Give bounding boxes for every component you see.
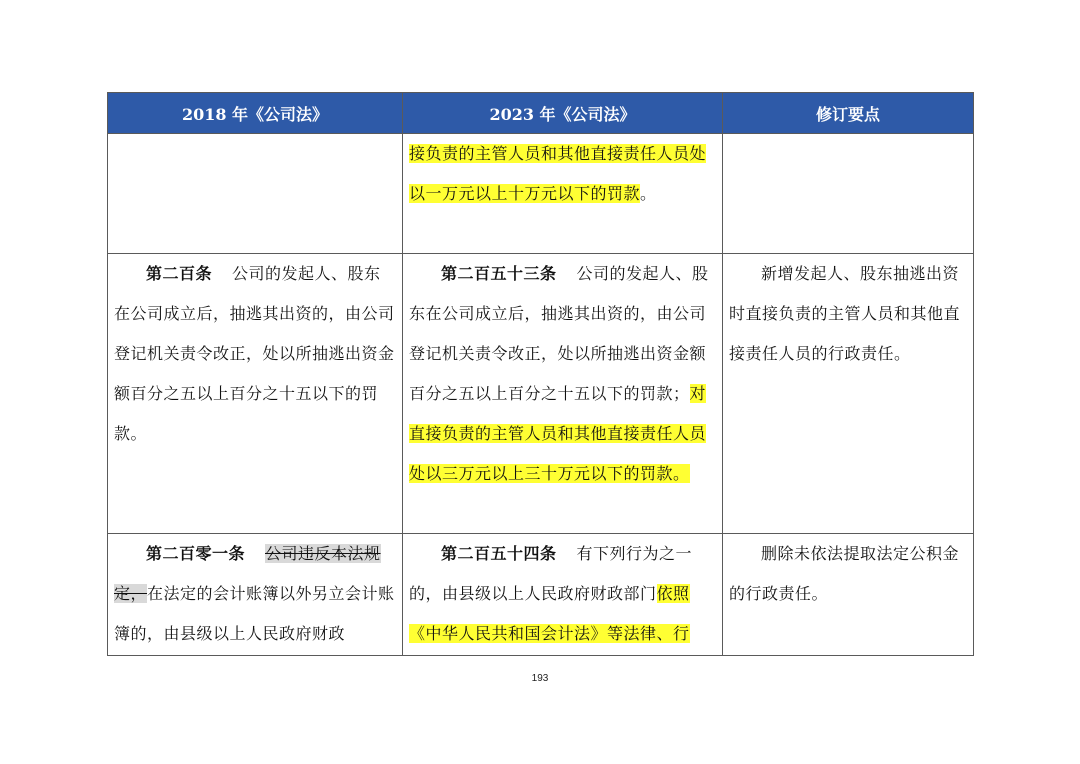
cell-2018	[108, 134, 403, 254]
table-row	[108, 534, 974, 656]
article-text: 在法定的会计账簿以外另立会计账簿的，由县级以上人民政府财政	[114, 584, 395, 643]
revision-text: 删除未依法提取法定公积金的行政责任。	[729, 544, 960, 603]
article-number: 第二百五十四条	[441, 544, 557, 563]
article-text: 公司的发起人、股东在公司成立后，抽逃其出资的，由公司登记机关责令改正，处以所抽逃出资金额百分之五以上百分之十五以下的罚款。	[114, 264, 395, 443]
cell-2023	[403, 534, 723, 656]
page-number: 193	[531, 673, 549, 684]
highlighted-text: 接负责的主管人员和其他直接责任人员处以一万元以上十万元以下的罚款	[409, 144, 707, 203]
text: 。	[640, 184, 657, 203]
header-2018-law: 2018 年《公司法》	[108, 93, 403, 134]
article-number: 第二百零一条	[146, 544, 246, 563]
cell-2018	[108, 254, 403, 534]
cell-revision	[723, 254, 974, 534]
header-2023-law: 2023 年《公司法》	[403, 93, 723, 134]
article-number: 第二百五十三条	[441, 264, 557, 283]
revision-text: 新增发起人、股东抽逃出资时直接负责的主管人员和其他直接责任人员的行政责任。	[729, 264, 961, 363]
cell-revision	[723, 534, 974, 656]
cell-2023	[403, 134, 723, 254]
cell-2023	[403, 254, 723, 534]
highlighted-text: 依照《中华人民共和国会计法》等法律、行	[409, 584, 690, 643]
table-row	[108, 134, 974, 254]
article-text: 有下列行为之一的，由县级以上人民政府财政部门	[409, 544, 693, 603]
highlighted-text: 对直接负责的主管人员和其他直接责任人员处以三万元以上三十万元以下的罚款。	[409, 384, 707, 483]
header-row	[108, 93, 974, 134]
article-number: 第二百条	[146, 264, 213, 283]
article-text: 公司的发起人、股东在公司成立后，抽逃其出资的，由公司登记机关责令改正，处以所抽逃出资金额百分之五以上百分之十五以下的罚款；	[409, 264, 709, 403]
deleted-text: 公司违反本法规定，	[114, 544, 381, 603]
cell-2018	[108, 534, 403, 656]
table-row	[108, 254, 974, 534]
comparison-table	[107, 92, 974, 656]
cell-revision	[723, 134, 974, 254]
header-revision-points: 修订要点	[723, 93, 974, 134]
